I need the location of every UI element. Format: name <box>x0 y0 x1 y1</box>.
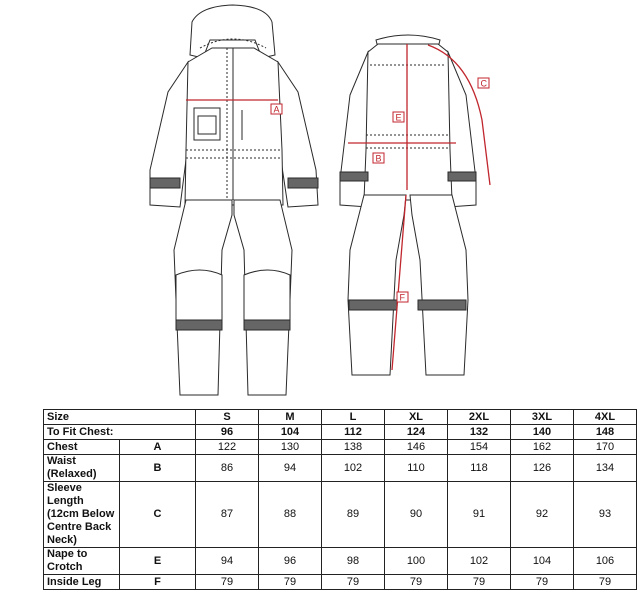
back-view <box>340 35 476 375</box>
fit-chest-row <box>44 425 637 440</box>
measurement-letter: E <box>120 548 196 575</box>
measurement-cell: 88 <box>259 482 322 548</box>
fit-chest-cell: 124 <box>385 425 448 440</box>
measurement-row <box>44 440 637 455</box>
measurement-row <box>44 482 637 548</box>
measurement-letter: C <box>120 482 196 548</box>
measurement-cell: 79 <box>511 575 574 590</box>
measurement-cell: 96 <box>259 548 322 575</box>
measurement-cell: 170 <box>574 440 637 455</box>
measure-label-b: B <box>375 153 382 164</box>
measurement-cell: 122 <box>196 440 259 455</box>
fit-chest-cell: 148 <box>574 425 637 440</box>
measurement-cell: 104 <box>511 548 574 575</box>
measurement-cell: 102 <box>322 455 385 482</box>
measurement-label: Nape to Crotch <box>44 548 120 575</box>
measurement-cell: 100 <box>385 548 448 575</box>
measurement-cell: 162 <box>511 440 574 455</box>
measure-label-f: F <box>399 292 405 303</box>
front-right-knee-pad <box>244 270 290 320</box>
measurement-cell: 90 <box>385 482 448 548</box>
measurement-cell: 94 <box>259 455 322 482</box>
measure-label-a: A <box>273 104 280 115</box>
measurement-label: Chest <box>44 440 120 455</box>
size-header-cell: 4XL <box>574 410 637 425</box>
front-view <box>150 5 318 395</box>
measurement-cell: 154 <box>448 440 511 455</box>
measure-label-e: E <box>395 112 402 123</box>
measurement-cell: 79 <box>259 575 322 590</box>
measurement-label: Sleeve Length (12cm Below Centre Back Neck) <box>44 482 120 548</box>
fit-chest-cell: 96 <box>196 425 259 440</box>
measurement-cell: 98 <box>322 548 385 575</box>
measure-label-c: C <box>480 78 487 89</box>
measurement-cell: 102 <box>448 548 511 575</box>
measurement-cell: 118 <box>448 455 511 482</box>
back-torso <box>364 44 452 200</box>
size-header-cell: L <box>322 410 385 425</box>
front-left-knee-pad <box>176 270 222 320</box>
measurement-cell: 89 <box>322 482 385 548</box>
measurement-cell: 91 <box>448 482 511 548</box>
size-header-cell: M <box>259 410 322 425</box>
measurement-cell: 93 <box>574 482 637 548</box>
size-header-cell: S <box>196 410 259 425</box>
measurement-cell: 106 <box>574 548 637 575</box>
measurement-cell: 126 <box>511 455 574 482</box>
measurement-cell: 92 <box>511 482 574 548</box>
measurement-letter: F <box>120 575 196 590</box>
measurement-cell: 110 <box>385 455 448 482</box>
measurement-cell: 79 <box>574 575 637 590</box>
measurement-row <box>44 575 637 590</box>
back-right-leg <box>410 195 468 375</box>
measurement-cell: 146 <box>385 440 448 455</box>
back-left-leg <box>348 195 406 375</box>
measurement-cell: 134 <box>574 455 637 482</box>
measurement-cell: 79 <box>322 575 385 590</box>
measurement-cell: 87 <box>196 482 259 548</box>
fit-chest-label: To Fit Chest: <box>44 425 196 440</box>
size-header-label: Size <box>44 410 196 425</box>
fit-chest-cell: 104 <box>259 425 322 440</box>
measurement-cell: 86 <box>196 455 259 482</box>
measurement-cell: 130 <box>259 440 322 455</box>
measurement-letter: B <box>120 455 196 482</box>
size-header-cell: 3XL <box>511 410 574 425</box>
size-header-cell: 2XL <box>448 410 511 425</box>
measurement-label: Waist (Relaxed) <box>44 455 120 482</box>
size-header-cell: XL <box>385 410 448 425</box>
measurement-cell: 94 <box>196 548 259 575</box>
size-chart-table <box>43 409 637 590</box>
measurement-row <box>44 455 637 482</box>
fit-chest-cell: 112 <box>322 425 385 440</box>
fit-chest-cell: 140 <box>511 425 574 440</box>
measurement-cell: 79 <box>385 575 448 590</box>
measurement-cell: 79 <box>196 575 259 590</box>
measurement-cell: 138 <box>322 440 385 455</box>
measurement-cell: 79 <box>448 575 511 590</box>
size-header-row <box>44 410 637 425</box>
fit-chest-cell: 132 <box>448 425 511 440</box>
measurement-label: Inside Leg <box>44 575 120 590</box>
measurement-letter: A <box>120 440 196 455</box>
